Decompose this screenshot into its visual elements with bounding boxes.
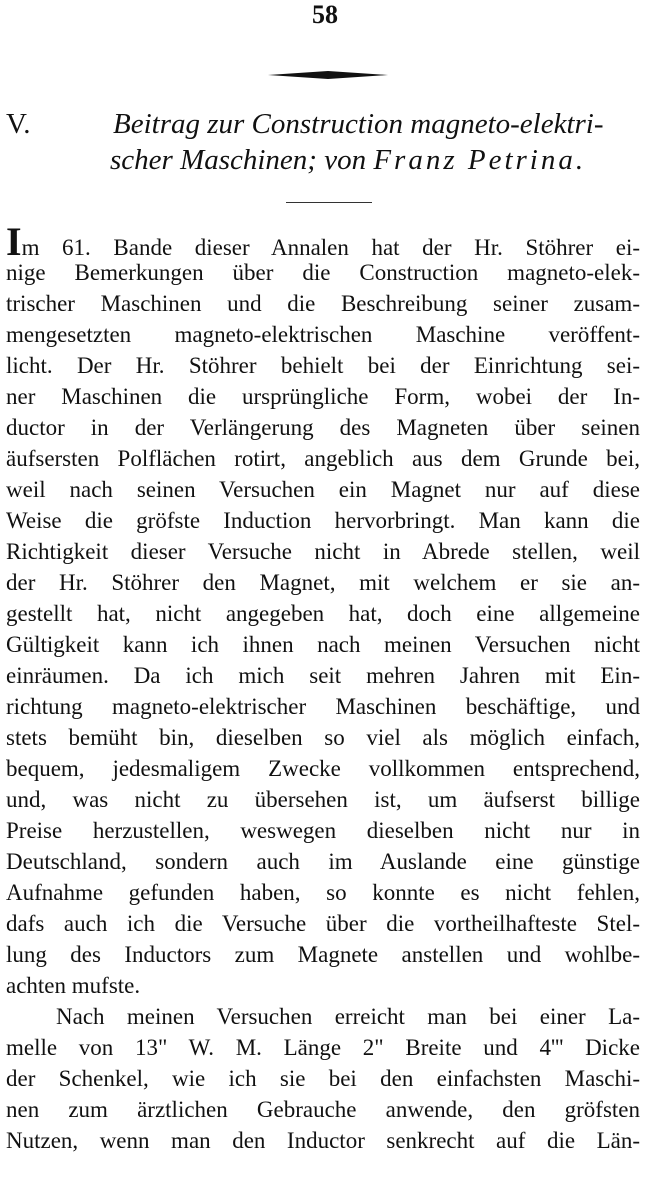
text-line: dafs auch ich die Versuche über die vortheilhafteste Stel- [6,911,640,936]
text-line: Preise herzustellen, weswegen dieselben nicht nur in [6,818,640,843]
text-line: der Hr. Stöhrer den Magnet, mit welchem er sie an- [6,570,640,595]
text-line: gestellt hat, nicht angegeben hat, doch eine allgemeine [6,601,640,626]
text-line: trischer Maschinen und die Beschreibung seiner zusam- [6,291,640,316]
text-line: nen zum ärztlichen Gebrauche anwende, den gröfsten [6,1097,640,1122]
paragraph-2 [6,1001,640,1156]
text-line: nige Bemerkungen über die Construction magneto-elek- [6,260,640,285]
text-line: äufsersten Polflächen rotirt, angeblich aus dem Grunde bei, [6,446,640,471]
text-line: und, was nicht zu übersehen ist, um äufserst billige [6,787,640,812]
text-line: Deutschland, sondern auch im Auslande eine günstige [6,849,640,874]
text-line: Nach meinen Versuchen erreicht man bei einer La- [56,1004,640,1029]
text-line: Nutzen, wenn man den Inductor senkrecht auf die Län- [6,1128,640,1153]
text-line: melle von 13" W. M. Länge 2" Breite und 4''' Dicke [6,1035,640,1060]
article-title-line-1: Beitrag zur Construction magneto-elektri- [113,108,604,140]
text-line: Aufnahme gefunden haben, so konnte es nicht fehlen, [6,880,640,905]
text-line: lung des Inductors zum Magnete anstellen und wohlbe- [6,942,640,967]
article-title-line-2 [110,142,586,178]
article-author: Franz Petrina. [373,144,587,176]
text-line: stets bemüht bin, dieselben so viel als möglich einfach, [6,725,640,750]
text-line: achten mufste. [6,973,141,998]
heading-separator-rule [286,202,372,203]
page-number: 58 [312,0,338,29]
text-line: richtung magneto-elektrischer Maschinen beschäftige, und [6,694,640,719]
article-number: V. [6,108,31,140]
text-line: licht. Der Hr. Stöhrer behielt bei der Einrichtung sei- [6,353,640,378]
text-line: Gültigkeit kann ich ihnen nach meinen Versuchen nicht [6,632,640,657]
article-title-line-2-text: scher Maschinen; von [110,144,374,176]
text-line: ner Maschinen die ursprüngliche Form, wobei der In- [6,384,640,409]
article-heading [0,106,650,186]
text-line: Im 61. Bande dieser Annalen hat der Hr. Stöhrer ei- [6,219,640,264]
text-line: einräumen. Da ich mich seit mehren Jahren mit Ein- [6,663,640,688]
article-body [6,219,640,1156]
text-line: der Schenkel, wie ich sie bei den einfachsten Maschi- [6,1066,640,1091]
text-line: Richtigkeit dieser Versuche nicht in Abrede stellen, weil [6,539,640,564]
paragraph-1 [6,219,640,1001]
text-line: weil nach seinen Versuchen ein Magnet nur auf diese [6,477,640,502]
initial-letter: I [6,219,22,264]
text-line: bequem, jedesmaligem Zwecke vollkommen entsprechend, [6,756,640,781]
title-ornament-rule [268,70,388,80]
text-line: ductor in der Verlängerung des Magneten über seinen [6,415,640,440]
text-line: mengesetzten magneto-elektrischen Maschine veröffent- [6,322,640,347]
text-line: Weise die gröfste Induction hervorbringt. Man kann die [6,508,640,533]
